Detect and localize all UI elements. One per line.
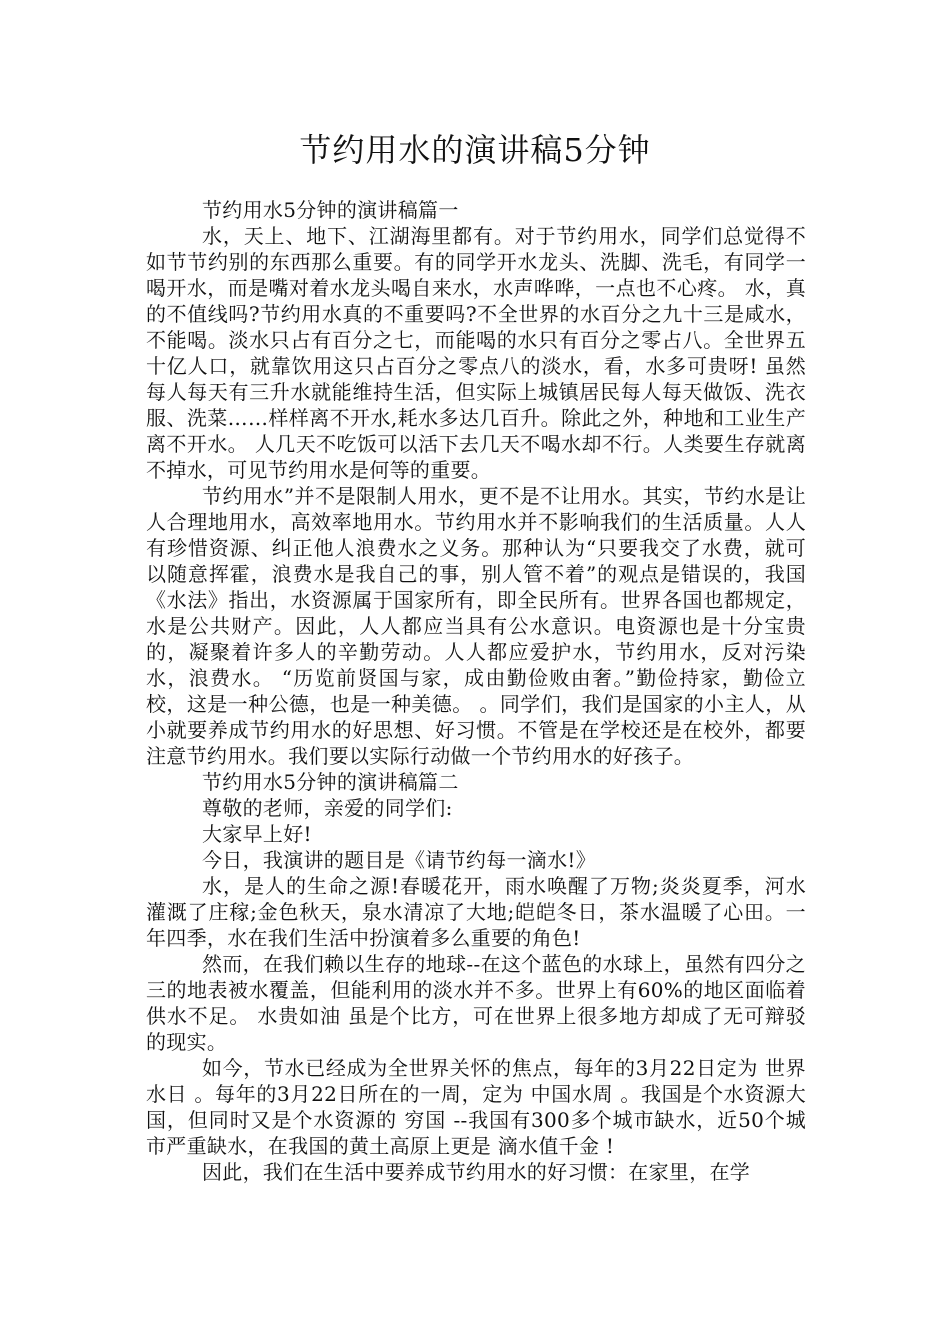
paragraph: 因此，我们在生活中要养成节约用水的好习惯：在家里，在学 xyxy=(202,1160,751,1184)
paragraph: 水，是人的生命之源!春暖花开，雨水唤醒了万物;炎炎夏季，河水灌溉了庄稼;金色秋天，泉水清凉了大地;皑皑冬日，茶水温暖了心田。一年四季，水在我们生活中扮演着多么重要的角色! xyxy=(146,874,806,950)
paragraph: 大家早上好! xyxy=(202,822,312,846)
document-title: 节约用水的演讲稿5分钟 xyxy=(299,131,651,169)
paragraph: 今日，我演讲的题目是《请节约每一滴水!》 xyxy=(202,848,597,872)
section-heading-2: 节约用水5分钟的演讲稿篇二 xyxy=(202,770,459,794)
document-body xyxy=(146,197,806,1185)
paragraph: 然而，在我们赖以生存的地球--在这个蓝色的水球上，虽然有四分之三的地表被水覆盖，但能利用的淡水并不多。世界上有60%的地区面临着供水不足。 水贵如油 虽是个比方，可在世界上很多地方却成了无可辩驳的现实。 xyxy=(146,952,806,1054)
paragraph: 节约用水”并不是限制人用水，更不是不让用水。其实，节约水是让人合理地用水，高效率地用水。节约用水并不影响我们的生活质量。人人有珍惜资源、纠正他人浪费水之义务。那种认为“只要我交了水费，就可以随意挥霍，浪费水是我自己的事，别人管不着”的观点是错误的，我国《水法》指出，水资源属于国家所有，即全民所有。世界各国也都规定，水是公共财产。因此，人人都应当具有公水意识。电资源也是十分宝贵的，凝聚着许多人的辛勤劳动。人人都应爱护水，节约用水，反对污染水，浪费水。 “历览前贤国与家，成由勤俭败由奢。”勤俭持家，勤俭立校，这是一种公德，也是一种美德。 。同学们，我们是国家的小主人，从小就要养成节约用水的好思想、好习惯。不管是在学校还是在校外，都要注意节约用水。我们要以实际行动做一个节约用水的好孩子。 xyxy=(146,484,806,768)
paragraph: 如今，节水已经成为全世界关怀的焦点，每年的3月22日定为 世界水日 。每年的3月22日所在的一周，定为 中国水周 。我国是个水资源大国，但同时又是个水资源的 穷国 --我国有300多个城市缺水，近50个城市严重缺水，在我国的黄土高原上更是 滴水值千金 ! xyxy=(146,1056,806,1158)
section-heading-1: 节约用水5分钟的演讲稿篇一 xyxy=(202,198,459,222)
paragraph: 尊敬的老师，亲爱的同学们: xyxy=(202,796,453,820)
paragraph: 水，天上、地下、江湖海里都有。对于节约用水，同学们总觉得不如节节约别的东西那么重要。有的同学开水龙头、洗脚、洗毛，有同学一喝开水，而是嘴对着水龙头喝自来水，水声哗哗，一点也不心疼。 水，真的不值线吗?节约用水真的不重要吗?不全世界的水百分之九十三是咸水，不能喝。淡水只占有百分之七，而能喝的水只有百分之零占八。全世界五十亿人口，就靠饮用这只占百分之零点八的淡水，看，水多可贵呀! 虽然每人每天有三升水就能维持生活，但实际上城镇居民每人每天做饭、洗衣服、洗菜……样样离不开水,耗水多达几百升。除此之外，种地和工业生产离不开水。 人几天不吃饭可以活下去几天不喝水却不行。人类要生存就离不掉水，可见节约用水是何等的重要。 xyxy=(146,224,806,482)
